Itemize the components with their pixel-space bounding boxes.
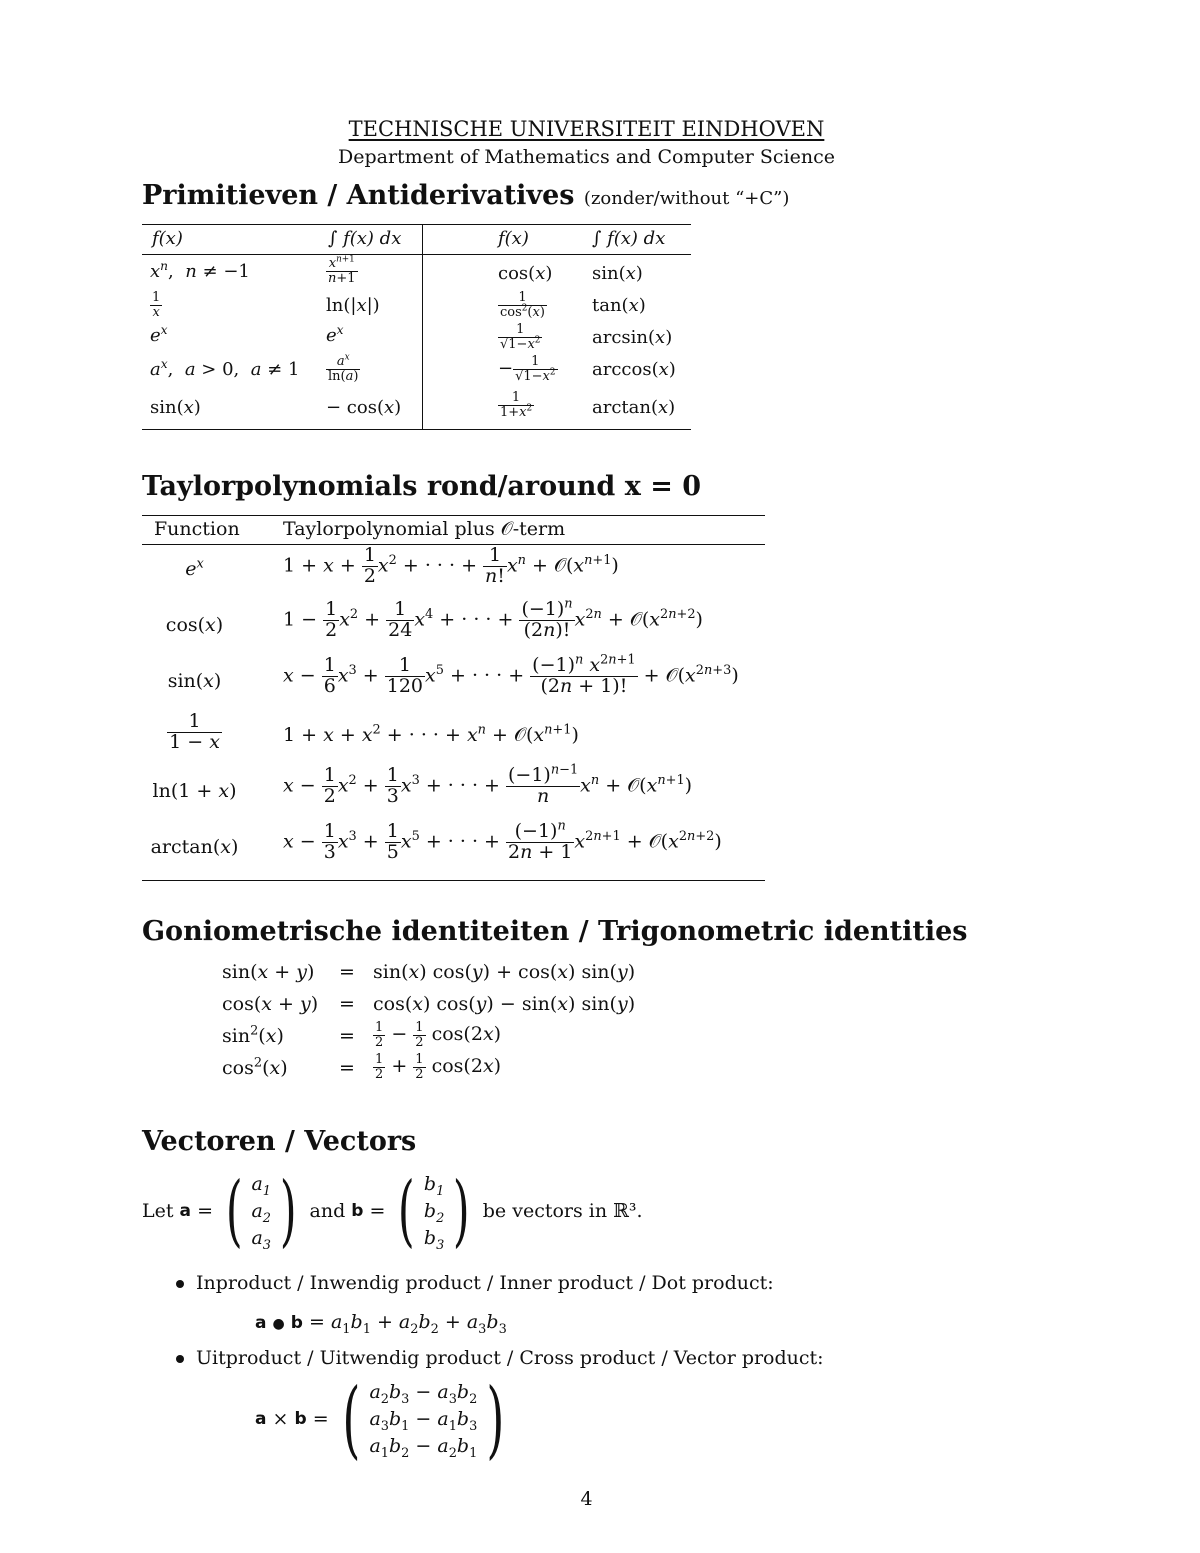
row2-fx-r: $\frac{1}{\cos^2(x)}$: [500, 290, 545, 320]
row3-int: $e^x$: [326, 323, 344, 346]
bullet-icon: [176, 1280, 184, 1288]
trig-eq-3: =: [339, 1025, 355, 1047]
taylor-fn-exp: $e^x$: [185, 556, 204, 580]
row4-int: $\frac{a^x}{\ln(a)}$: [328, 352, 359, 384]
taylor-heading: Taylorpolynomials rond/around x = 0: [142, 471, 702, 502]
trig-eq-2: =: [339, 993, 355, 1015]
be-vectors-text: be vectors in ℝ³.: [482, 1200, 643, 1222]
cross-product-item: [176, 1347, 824, 1369]
row4-int-r: arccos(x): [592, 359, 676, 380]
row1-fx: $x^n$, n ≠ −1: [150, 259, 250, 282]
and-text: and: [309, 1200, 346, 1222]
dot-product-label: Inproduct / Inwendig product / Inner product / Dot product:: [196, 1272, 774, 1294]
taylor-poly-sin: x − $\frac{1}{6}$ $x^3$ + $\frac{1}{120}$ $x^5$ + · · · + $\frac{(-1)^n x^{2n+1}}{(2n + 1)!}$ + $𝒪(x^{2n+3})$: [283, 652, 739, 697]
bullet-icon: [176, 1355, 184, 1363]
row2-int: ln(|x|): [326, 295, 380, 316]
col-header-fx-left: f(x): [152, 228, 183, 249]
taylor-poly-exp: 1 + x + $\frac{1}{2}$ $x^2$ + · · · + $\frac{1}{n!}$ $x^n$ + $𝒪(x^{n+1})$: [283, 544, 619, 587]
row1-int-r: sin(x): [592, 263, 643, 284]
row5-fx-r: $\frac{1}{1+x^2}$: [500, 390, 533, 420]
taylor-fn-ln: ln(1 + x): [152, 780, 237, 802]
taylor-poly-cos: 1 − $\frac{1}{2}$ $x^2$ + $\frac{1}{24}$ $x^4$ + · · · + $\frac{(-1)^n}{(2n)!}$ $x^{2n}$ + $𝒪(x^{2n+2})$: [283, 596, 703, 641]
trig-eq-1: =: [339, 961, 355, 983]
vector-a: ( $a_1$ $a_2$ $a_3$ ): [225, 1166, 297, 1256]
page-number: 4: [580, 1488, 593, 1510]
university-name: TECHNISCHE UNIVERSITEIT EINDHOVEN: [348, 117, 825, 141]
antiderivatives-note: (zonder/without “+C”): [583, 188, 790, 209]
row1-fx-r: cos(x): [498, 263, 553, 284]
taylor-fn-geometric: $\frac{1}{1 - x}$: [169, 710, 220, 753]
vectors-heading: Vectoren / Vectors: [142, 1126, 417, 1157]
antiderivatives-heading: Primitieven / Antiderivatives (zonder/without “+C”): [142, 180, 790, 211]
trig-lhs-3: $\sin^2(x)$: [222, 1023, 284, 1047]
row3-fx-r: $\frac{1}{√1-x^2}$: [500, 322, 541, 352]
row1-int: $\frac{x^{n+1}}{n+1}$: [328, 254, 356, 286]
trig-rhs-1: sin(x) cos(y) + cos(x) sin(y): [373, 961, 636, 983]
row5-int: − cos(x): [326, 397, 402, 418]
taylor-poly-arctan: x − $\frac{1}{3}$ $x^3$ + $\frac{1}{5}$ $x^5$ + · · · + $\frac{(-1)^n}{2n + 1}$ $x^{2n+1}$ + $𝒪(x^{2n+2})$: [283, 818, 722, 863]
cross-product-vector: ( $a_2b_3 - a_3b_2$ $a_3b_1 - a_1b_3$ $a_1b_2 - a_2b_1$ ): [342, 1370, 505, 1468]
row4-fx: $a^x$, a > 0, a ≠ 1: [150, 357, 300, 380]
row4-fx-r: − $\frac{1}{√1-x^2}$: [498, 354, 556, 384]
dot-product-formula: a ● $b = a_1b_1 + a_2b_2 + a_3b_3$: [255, 1311, 507, 1337]
col-header-int-right: ∫ f(x) dx: [592, 228, 666, 249]
trig-lhs-2: cos(x + y): [222, 993, 319, 1015]
col-header-poly: Taylorpolynomial plus 𝒪-term: [283, 518, 566, 540]
row3-int-r: arcsin(x): [592, 327, 673, 348]
row5-fx: sin(x): [150, 397, 201, 418]
col-header-function: Function: [154, 518, 240, 540]
trig-rhs-2: cos(x) cos(y) − sin(x) sin(y): [373, 993, 636, 1015]
cross-product-formula: a × b = ( $a_2b_3 - a_3b_2$ $a_3b_1 - a_1b_3$ $a_1b_2 - a_2b_1$ ): [255, 1378, 512, 1460]
trig-lhs-1: sin(x + y): [222, 961, 315, 983]
row3-fx: $e^x$: [150, 323, 168, 346]
trig-eq-4: =: [339, 1057, 355, 1079]
row5-int-r: arctan(x): [592, 397, 676, 418]
taylor-fn-arctan: arctan(x): [150, 836, 239, 858]
let-text: Let: [142, 1200, 174, 1222]
department-name: Department of Mathematics and Computer Science: [337, 146, 835, 168]
cross-product-label: Uitproduct / Uitwendig product / Cross product / Vector product:: [196, 1347, 824, 1369]
col-header-int-left: ∫ f(x) dx: [328, 228, 402, 249]
vectors-definition: Let a = ( $a_1$ $a_2$ $a_3$ ) and b = ( $b_1$ $b_2$ $b_3$ ) be vectors in ℝ³.: [142, 1166, 643, 1256]
trig-rhs-4: $\frac{1}{2}$ + $\frac{1}{2}$ cos(2x): [375, 1052, 502, 1082]
col-header-fx-right: f(x): [498, 228, 529, 249]
trig-lhs-4: $\cos^2(x)$: [222, 1055, 288, 1079]
antiderivatives-table: [142, 224, 691, 430]
trig-heading: Goniometrische identiteiten / Trigonometric identities: [142, 916, 968, 947]
taylor-fn-sin: sin(x): [167, 670, 222, 692]
taylor-table: [142, 515, 765, 881]
taylor-fn-cos: cos(x): [165, 614, 224, 636]
row2-fx: $\frac{1}{x}$: [152, 290, 161, 320]
taylor-poly-geometric: $1 + x + x^2$ + · · · + $x^n$ + $𝒪(x^{n+1})$: [283, 722, 579, 746]
row2-int-r: tan(x): [592, 295, 646, 316]
vector-b: ( $b_1$ $b_2$ $b_3$ ): [398, 1166, 470, 1256]
taylor-poly-ln: x − $\frac{1}{2}$ $x^2$ + $\frac{1}{3}$ $x^3$ + · · · + $\frac{(-1)^{n-1}}{n}$ $x^n$ + $𝒪(x^{n+1})$: [283, 762, 693, 807]
dot-product-item: [176, 1272, 774, 1294]
trig-rhs-3: $\frac{1}{2}$ − $\frac{1}{2}$ cos(2x): [375, 1020, 502, 1050]
